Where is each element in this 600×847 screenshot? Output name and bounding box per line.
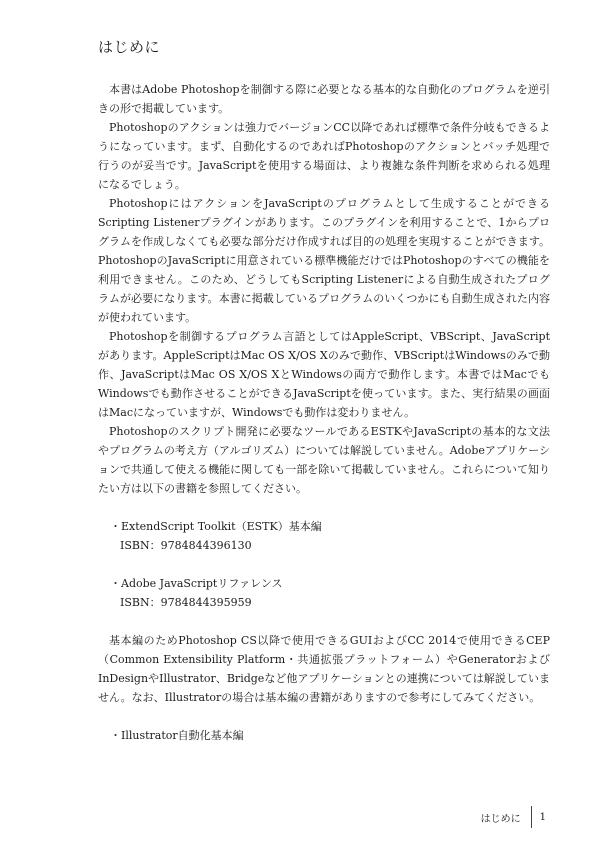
- spacer: [98, 707, 550, 726]
- book-isbn: ISBN：9784844396130: [120, 539, 252, 552]
- book-entry: [98, 517, 550, 555]
- book-isbn: ISBN：9784844395959: [120, 596, 252, 609]
- page-number: 1: [539, 811, 546, 823]
- book-title: ・Adobe JavaScriptリファレンス: [110, 577, 283, 590]
- book-entry: [98, 726, 550, 745]
- footer-section-label: はじめに: [480, 813, 521, 825]
- paragraph: 本書はAdobe Photoshopを制御する際に必要となる基本的な自動化のプログラムを逆引きの形で掲載しています。: [98, 83, 550, 115]
- body-text: [98, 80, 550, 745]
- page-footer: [481, 806, 546, 828]
- book-title: ・Illustrator自動化基本編: [110, 729, 244, 742]
- spacer: [98, 498, 550, 517]
- spacer: [98, 555, 550, 574]
- paragraph: PhotoshopにはアクションをJavaScriptのプログラムとして生成することができるScripting Listenerプラグインがあります。このプラグインを利用することで、1からプログラムを作成しなくても必要な部分だけ作成すれば目的の処理を実現することができます。PhotoshopのJavaScriptに用意されている標準機能だけではPhotoshopのすべての機能を利用できません。このため、どうしてもScripting Listenerによる自動生成されたプログラムが必要になります。本書に掲載しているプログラムのいくつかにも自動生成された内容が使われています。: [98, 197, 550, 324]
- book-title: ・ExtendScript Toolkit（ESTK）基本編: [110, 520, 322, 533]
- book-entry: [98, 574, 550, 612]
- paragraph: Photoshopを制御するプログラム言語としてはAppleScript、VBScript、JavaScriptがあります。AppleScriptはMac OS X/OS Xのみで動作、VBScriptはWindowsのみで動作、JavaScriptはMac OS X/OS XとWindowsの両方で動作します。本書ではMacでもWindowsでも動作させることができるJavaScriptを使っています。また、実行結果の画面はMacになっていますが、Windowsでも動作は変わりません。: [98, 330, 550, 419]
- page-title: はじめに: [98, 38, 161, 56]
- closing-paragraph: 基本編のためPhotoshop CS以降で使用できるGUIおよびCC 2014で使用できるCEP（Common Extensibility Platform・共通拡張プラットフォーム）やGeneratorおよびInDesignやIllustrator、Bridgeなど他アプリケーションとの連携については解説していません。なお、Illustratorの場合は基本編の書籍がありますので参考にしてみてください。: [98, 634, 550, 704]
- paragraph: Photoshopのスクリプト開発に必要なツールであるESTKやJavaScriptの基本的な文法やプログラムの考え方（アルゴリズム）については解説していません。Adobeアプリケーションで共通して使える機能に関しても一部を除いて掲載していません。これらについて知りたい方は以下の書籍を参照してください。: [98, 425, 550, 495]
- footer-divider: [531, 806, 532, 828]
- paragraph: Photoshopのアクションは強力でバージョンCC以降であれば標準で条件分岐もできるようになっています。まず、自動化するのであればPhotoshopのアクションとバッチ処理で行うのが妥当です。JavaScriptを使用する場面は、より複雑な条件判断を求められる処理になるでしょう。: [98, 121, 550, 191]
- spacer: [98, 612, 550, 631]
